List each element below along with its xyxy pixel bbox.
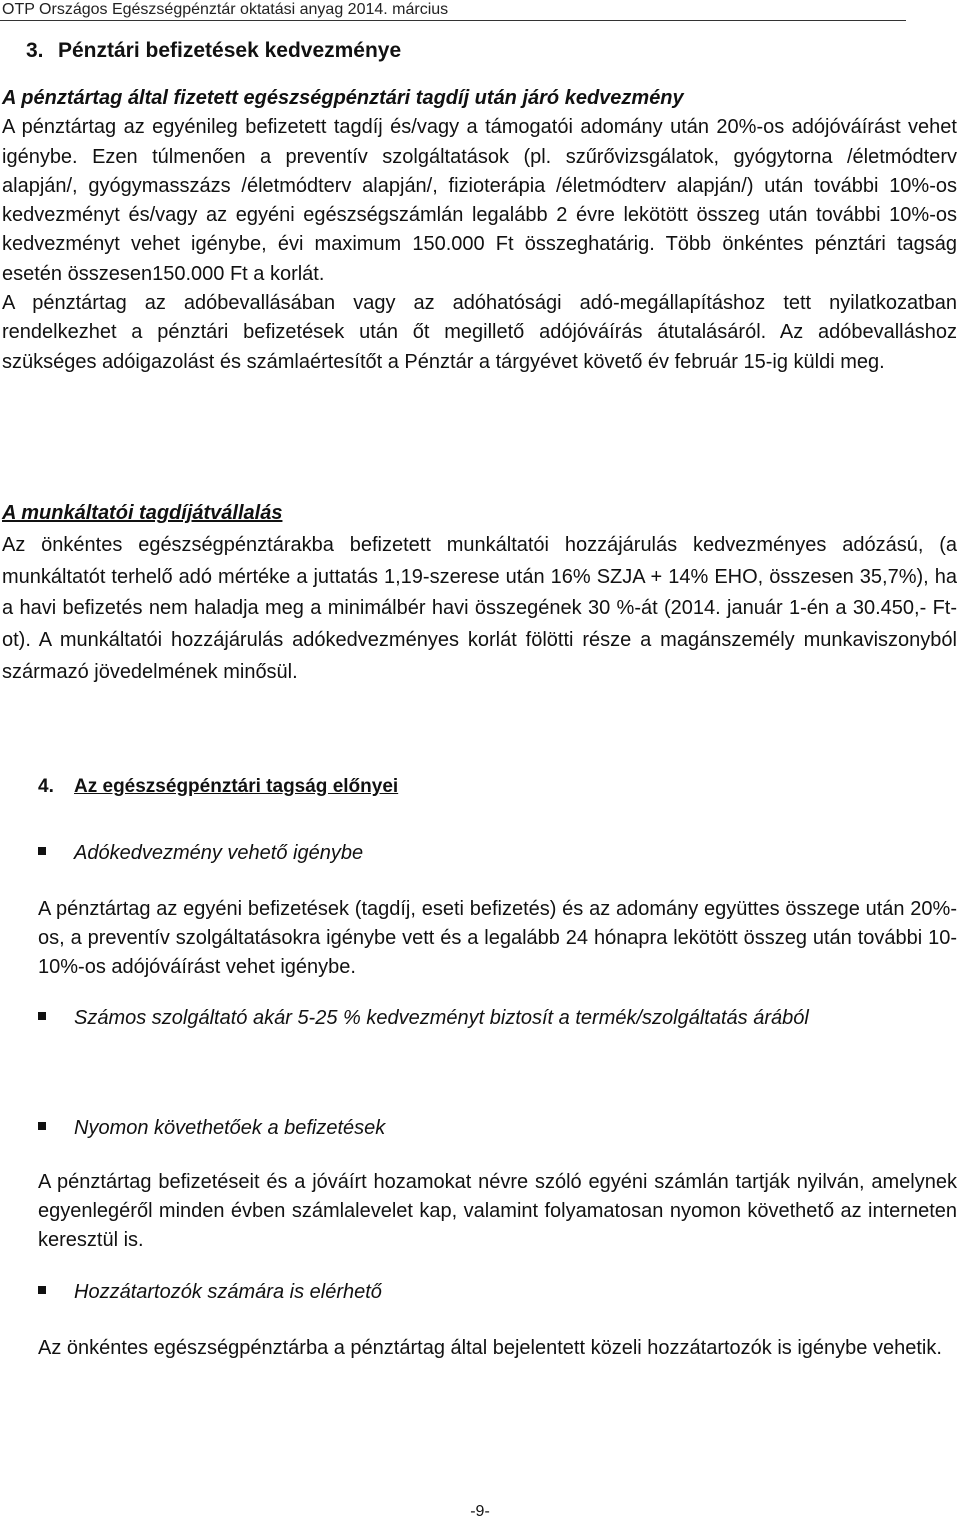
section-3-subheading: A pénztártag által fizetett egészségpénztári tagdíj után járó kedvezmény <box>2 87 684 109</box>
benefit-bullet-1 <box>38 838 363 868</box>
benefit-bullet-4 <box>38 1277 382 1307</box>
employer-contribution-heading: A munkáltatói tagdíjátvállalás <box>2 502 283 524</box>
running-header: OTP Országos Egészségpénztár oktatási anyag 2014. március <box>2 1 449 18</box>
section-4-heading <box>38 772 398 802</box>
benefit-label: Nyomon követhetőek a befizetések <box>74 1117 386 1139</box>
benefit-label: Adókedvezmény vehető igénybe <box>74 842 364 864</box>
square-bullet-icon <box>38 1286 46 1294</box>
benefit-bullet-3 <box>38 1113 385 1143</box>
benefit-text-4: Az önkéntes egészségpénztárba a pénztártag által bejelentett közeli hozzátartozók is igénybe vehetik. <box>38 1337 942 1359</box>
header-divider <box>0 20 906 21</box>
employer-contribution-paragraph: Az önkéntes egészségpénztárakba befizetett munkáltatói hozzájárulás kedvezményes adózású, (a munkáltatót terhelő adó mértéke a juttatás 1,19-szerese után 16% SZJA + 14% EHO, összesen 35,7%), ha a havi befizetés nem haladja meg a minimálbér havi összegének 30 %-át (2014. január 1-én a 30.450,- Ft-ot). A munkáltatói hozzájárulás adókedvezményes korlát fölötti része a magánszemély munkaviszonyból származó jövedelmének minősül. <box>2 533 957 683</box>
benefit-text-3: A pénztártag befizetéseit és a jóváírt hozamokat névre szóló egyéni számlán tartják nyilván, amelynek egyenlegéről minden évben számlalevelet kap, valamint folyamatosan nyomon követhető az interneten keresztül is. <box>38 1171 957 1251</box>
section-4-number: 4. <box>38 776 54 797</box>
section-3-number: 3. <box>26 39 44 62</box>
employer-contribution-block <box>2 498 957 689</box>
section-3-body <box>2 84 957 377</box>
benefit-label: Számos szolgáltató akár 5-25 % kedvezményt biztosít a termék/szolgáltatás árából <box>74 1007 809 1029</box>
section-3-paragraph-2: A pénztártag az adóbevallásában vagy az adóhatósági adó-megállapításhoz tett nyilatkozatban rendelkezhet a pénztári befizetések után őt megillető adójóváírás átutalásáról. Az adóbevalláshoz szükséges adóigazolást és számlaértesítőt a Pénztár a tárgyévet követő év február 15-ig küldi meg. <box>2 292 957 373</box>
section-3-paragraph-1: A pénztártag az egyénileg befizetett tagdíj és/vagy a támogatói adomány után 20%-os adójóváírást vehet igénybe. Ezen túlmenően a preventív szolgáltatások (pl. szűrővizsgálatok, gyógytorna /életmódterv alapján/, gyógymasszázs /életmódterv alapján/, fizioterápia /életmódterv alapján/) után további 10%-os kedvezményt és/vagy az egyéni egészségszámlán legalább 2 évre lekötött összeg után további 10%-os kedvezményt vehet igénybe, évi maximum 150.000 Ft összeghatárig. Több önkéntes pénztári tagság esetén összesen150.000 Ft a korlát. <box>2 116 957 285</box>
square-bullet-icon <box>38 1122 46 1130</box>
page-number: -9- <box>470 1503 490 1520</box>
section-3-heading <box>26 36 401 66</box>
section-4-title: Az egészségpénztári tagság előnyei <box>74 776 399 797</box>
benefit-text-1: A pénztártag az egyéni befizetések (tagdíj, eseti befizetés) és az adomány együttes összege után 20%-os, a preventív szolgáltatásokra igénybe vett és a legalább 24 hónapra lekötött összeg után további 10-10%-os adójóváírást vehet igénybe. <box>38 898 957 978</box>
benefit-label: Hozzátartozók számára is elérhető <box>74 1281 382 1303</box>
benefit-bullet-2 <box>38 1003 809 1033</box>
section-3-title: Pénztári befizetések kedvezménye <box>58 39 402 62</box>
square-bullet-icon <box>38 1012 46 1020</box>
square-bullet-icon <box>38 847 46 855</box>
